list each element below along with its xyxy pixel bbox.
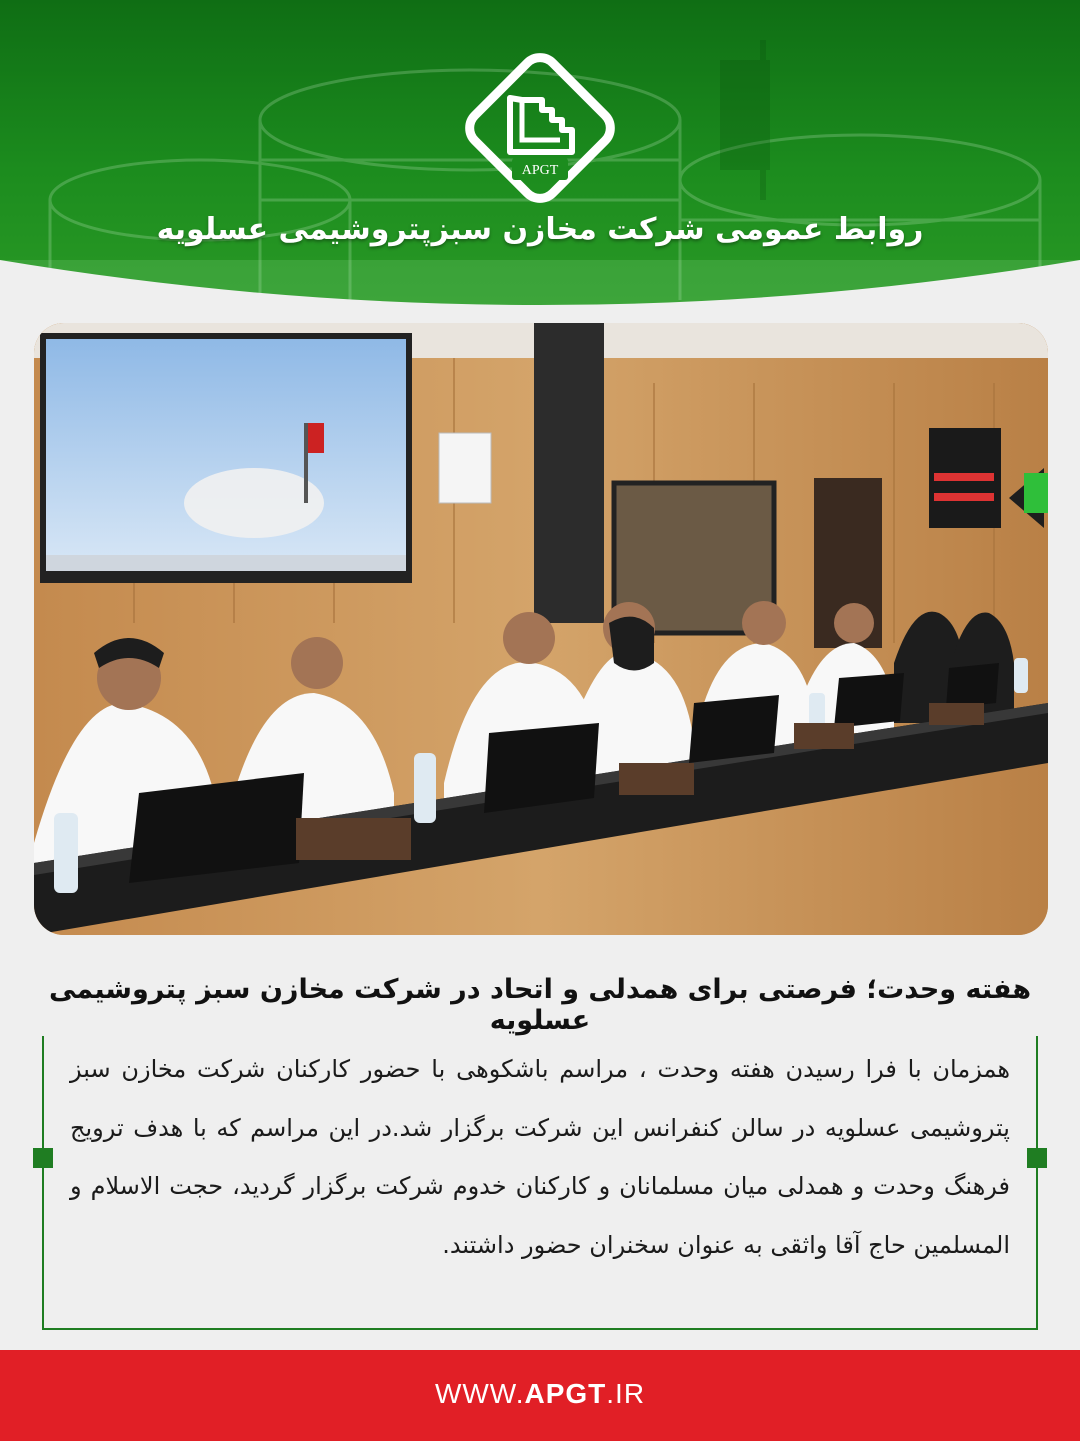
conference-room-photo [34, 323, 1048, 935]
headline-wrapper [0, 974, 1080, 1036]
website-link[interactable] [0, 1378, 1080, 1410]
url-prefix: WWW. [434, 1378, 525, 1409]
url-brand: APGT [524, 1378, 607, 1409]
frame-corner-square-left [33, 1148, 53, 1168]
apgt-logo [452, 40, 628, 216]
url-suffix: .IR [606, 1378, 646, 1409]
article-headline: هفته وحدت؛ فرصتی برای همدلی و اتحاد در شرکت مخازن سبز پتروشیمی عسلویه [0, 974, 1080, 1036]
footer-bar [0, 1350, 1080, 1441]
header-title: روابط عمومی شرکت مخازن سبزپتروشیمی عسلویه [156, 212, 924, 247]
article-body: همزمان با فرا رسیدن هفته وحدت ، مراسم باشکوهی با حضور کارکنان شرکت مخازن سبز پتروشیمی عسلویه در سالن کنفرانس این شرکت برگزار شد.در این مراسم که با هدف ترویج فرهنگ وحدت و همدلی میان مسلمانان و کارکنان خدوم شرکت برگزار گردید، حجت الاسلام و المسلمین حاج آقا واثقی به عنوان سخنران حضور داشتند. [70, 1055, 1010, 1259]
logo-label: APGT [521, 163, 559, 178]
header-banner [0, 0, 1080, 310]
event-photo [34, 323, 1048, 935]
frame-corner-square-right [1027, 1148, 1047, 1168]
